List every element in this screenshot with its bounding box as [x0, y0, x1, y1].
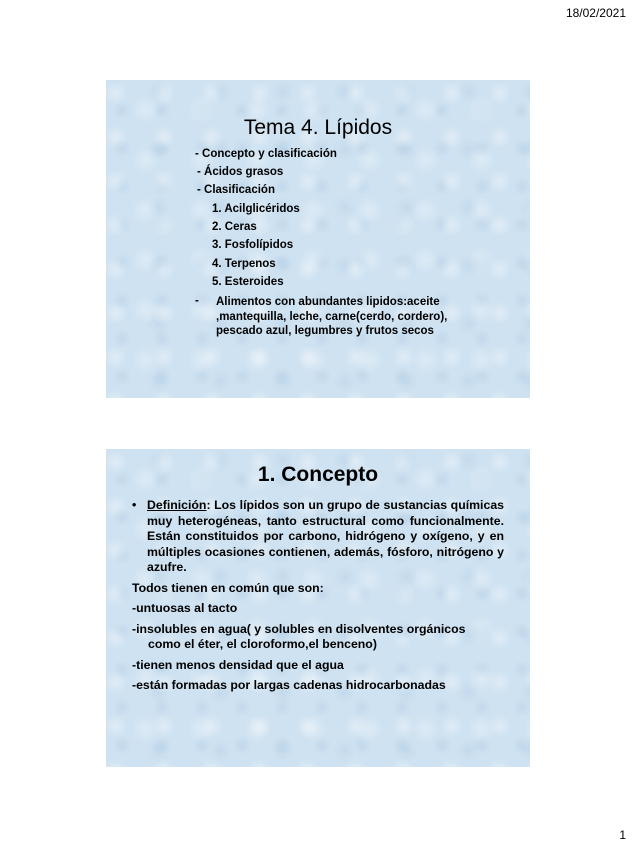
- outline-item-alimentos: Alimentos con abundantes lipidos:aceite ,mantequilla, leche, carne(cerdo, cordero), pescado azul, legumbres y frutos secos: [216, 296, 448, 337]
- bullet-icon: •: [132, 498, 137, 512]
- property-insolubles: -insolubles en agua( y solubles en disolventes orgánicos: [132, 621, 466, 636]
- property-cadenas: -están formadas por largas cadenas hidrocarbonadas: [132, 678, 446, 692]
- outline-dash: -: [195, 295, 199, 307]
- outline-item-concepto: - Concepto y clasificación: [195, 148, 337, 160]
- definition-paragraph: [132, 498, 504, 576]
- property-insolubles-cont: como el éter, el cloroformo,el benceno): [148, 637, 377, 651]
- page-number: 1: [619, 828, 626, 842]
- property-untuosas: -untuosas al tacto: [132, 601, 238, 615]
- common-intro: Todos tienen en común que son:: [132, 580, 324, 595]
- slide-1: [106, 80, 530, 398]
- outline-subitem-terpenos: 4. Terpenos: [212, 258, 276, 270]
- outline-subitem-ceras: 2. Ceras: [212, 221, 257, 233]
- outline-subitem-acilgliceridos: 1. Acilglicéridos: [212, 203, 300, 215]
- outline-subitem-fosfolipidos: 3. Fosfolípidos: [212, 239, 294, 251]
- slide-2-title: 1. Concepto: [257, 463, 379, 486]
- slide-1-title: Tema 4. Lípidos: [243, 116, 393, 139]
- outline-subitem-esteroides: 5. Esteroides: [212, 276, 284, 288]
- slide-2-body: [132, 498, 504, 694]
- definition-label: Definición: [147, 498, 207, 512]
- print-date: 18/02/2021: [565, 6, 626, 20]
- property-densidad: -tienen menos densidad que el agua: [132, 657, 344, 672]
- outline-item-clasificacion: - Clasificación: [197, 184, 275, 196]
- outline-item-acidos-grasos: - Ácidos grasos: [197, 166, 284, 178]
- slide-2: [106, 449, 530, 767]
- definition-text: : Los lípidos son un grupo de sustancias químicas muy heterogéneas, tanto estructural como funcionalmente. Están constituidos por carbono, hidrógeno y oxígeno, y en múltiples ocasiones contienen, además, fósforo, nitrógeno y azufre.: [147, 498, 504, 574]
